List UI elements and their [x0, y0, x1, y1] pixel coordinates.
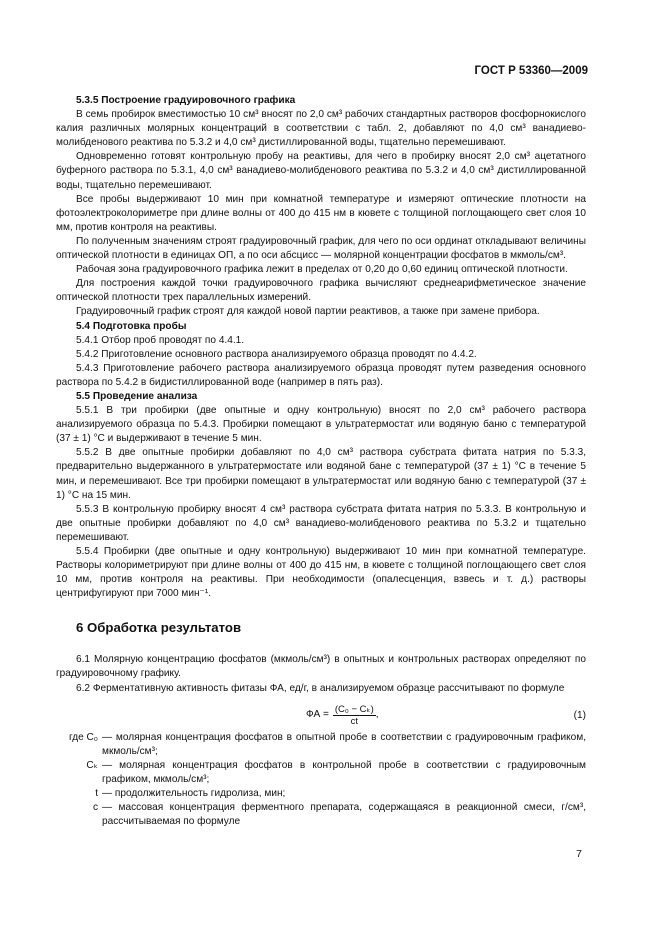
paragraph: Рабочая зона градуировочного графика лежит в пределах от 0,20 до 0,60 единиц оптической плотности.	[76, 264, 568, 276]
definition-text: — молярная концентрация фосфатов в опытной пробе в соответствии с градуировочным графиком, мкмоль/см³;	[102, 731, 586, 757]
definition-row	[56, 801, 586, 829]
paragraph: 5.5.2 В две опытные пробирки добавляют по 4,0 см³ раствора субстрата фитата натрия по 5.3.3, предварительно выдержанного в ультратермостате или водяной бане с температурой (37 ± 1) °С в течение 5 мин, и перемешивают. Все три пробирки помещают в ультратермостат или водяную баню с температурой (37 ± 1) °С на 15 мин.	[56, 447, 586, 501]
formula-denominator: ct	[350, 715, 359, 727]
section-heading-5-3-5: 5.3.5 Построение градуировочного графика	[76, 95, 296, 106]
definition-symbol: где C₀	[68, 731, 98, 743]
variable-definitions	[56, 731, 586, 830]
page-number: 7	[576, 848, 582, 860]
paragraph: 5.4.2 Приготовление основного раствора анализируемого образца проводят по 4.4.2.	[76, 348, 477, 360]
paragraph: 5.4.3 Приготовление рабочего раствора анализируемого образца проводят путем разведения основного раствора по 5.4.2 в бидистиллированной воде (например в пять раз).	[56, 362, 586, 388]
paragraph: 5.5.1 В три пробирки (две опытные и одну контрольную) вносят по 2,0 см³ рабочего раствора анализируемого образца по 5.4.3. Пробирки помещают в ультратермостат или водяную баню с температурой (37 ± 1) °С и выдерживают в течение 5 мин.	[56, 405, 586, 445]
paragraph: 6.2 Ферментативную активность фитазы ФА, ед/г, в анализируемом образце рассчитывают по формуле	[76, 682, 565, 694]
formula-number: (1)	[573, 709, 586, 721]
formula-numerator: (C₀ − Cₖ)	[334, 703, 374, 715]
paragraph: По полученным значениям строят градуировочный график, для чего по оси ординат откладывают величины оптической плотности в единицах ОП, а по оси абсцисс — молярной концентрации фосфатов в мкмоль/см³.	[56, 235, 586, 262]
section-heading-6: 6 Обработка результатов	[76, 620, 242, 636]
paragraph: 6.1 Молярную концентрацию фосфатов (мкмоль/см³) в опытных и контрольных растворах определяют по градуировочному графику.	[56, 654, 586, 680]
definition-symbol: t	[95, 788, 98, 800]
definition-text: — молярная концентрация фосфатов в контрольной пробе в соответствии с градуировочным графиком, мкмоль/см³;	[102, 759, 586, 785]
paragraph: 5.5.4 Пробирки (две опытные и одну контрольную) выдерживают 10 мин при комнатной температуре. Растворы колориметрируют при длине волны от 400 до 415 нм, в кювете с толщиной поглощающего свет слоя 10 мм, против контроля на реактивы. При необходимости (опалесценция, взвесь и т. д.) растворы центрифугируют при 7000 мин⁻¹.	[56, 546, 586, 600]
definition-row	[56, 731, 586, 759]
paragraph: Градуировочный график строят для каждой новой партии реактивов, а также при замене прибора.	[76, 306, 540, 318]
definition-text: — массовая концентрация ферментного препарата, содержащаяся в реакционной смеси, г/см³, рассчитываемая по формуле	[102, 802, 586, 828]
section-heading-5-4: 5.4 Подготовка пробы	[76, 320, 187, 332]
formula-lhs: ФА =	[306, 709, 329, 721]
paragraph: 5.4.1 Отбор проб проводят по 4.4.1.	[76, 334, 245, 346]
paragraph: Все пробы выдерживают 10 мин при комнатной температуре и измеряют оптические плотности на фотоэлектроколориметре при длине волны от 400 до 415 нм в кювете с толщиной поглощающего свет слоя 10 мм, против контроля на реактивы.	[56, 193, 586, 233]
definition-row	[56, 759, 586, 787]
definition-row	[56, 787, 586, 801]
section-heading-5-5: 5.5 Проведение анализа	[76, 390, 198, 402]
paragraph: Одновременно готовят контрольную пробу на реактивы, для чего в пробирку вносят 2,0 см³ ацетатного буферного раствора по 5.3.1, 4,0 см³ ванадиево-молибденового реактива по 5.3.2 и 4,0 см³ дистиллированной воды, тщательно перемешивают.	[56, 151, 586, 191]
formula-1	[56, 700, 586, 728]
paragraph: 5.5.3 В контрольную пробирку вносят 4 см³ раствора субстрата фитата натрия по 5.3.3. В контрольную и две опытные пробирки добавляют по 4,0 см³ ванадиево-молибденового реактива по 5.3.2 и тщательно перемешивают.	[56, 503, 586, 543]
formula-tail: ,	[375, 709, 379, 721]
definition-symbol: Cₖ	[86, 759, 98, 771]
formula-fraction	[333, 704, 376, 727]
page-body	[56, 94, 586, 829]
paragraph: В семь пробирок вместимостью 10 см³ вносят по 2,0 см³ рабочих стандартных растворов фосфорнокислого калия различных молярных концентраций в соответствии с табл. 2, добавляют по 4,0 см³ ванадиево-молибденового реактива по 5.3.2 и 4,0 см³ дистиллированной воды, тщательно перемешивают.	[56, 109, 586, 149]
paragraph: Для построения каждой точки градуировочного графика вычисляют среднеарифметическое значение оптической плотности трех параллельных измерений.	[56, 278, 586, 304]
definition-text: — продолжительность гидролиза, мин;	[102, 788, 286, 800]
document-header: ГОСТ Р 53360—2009	[474, 65, 588, 77]
definition-symbol: c	[92, 802, 98, 814]
